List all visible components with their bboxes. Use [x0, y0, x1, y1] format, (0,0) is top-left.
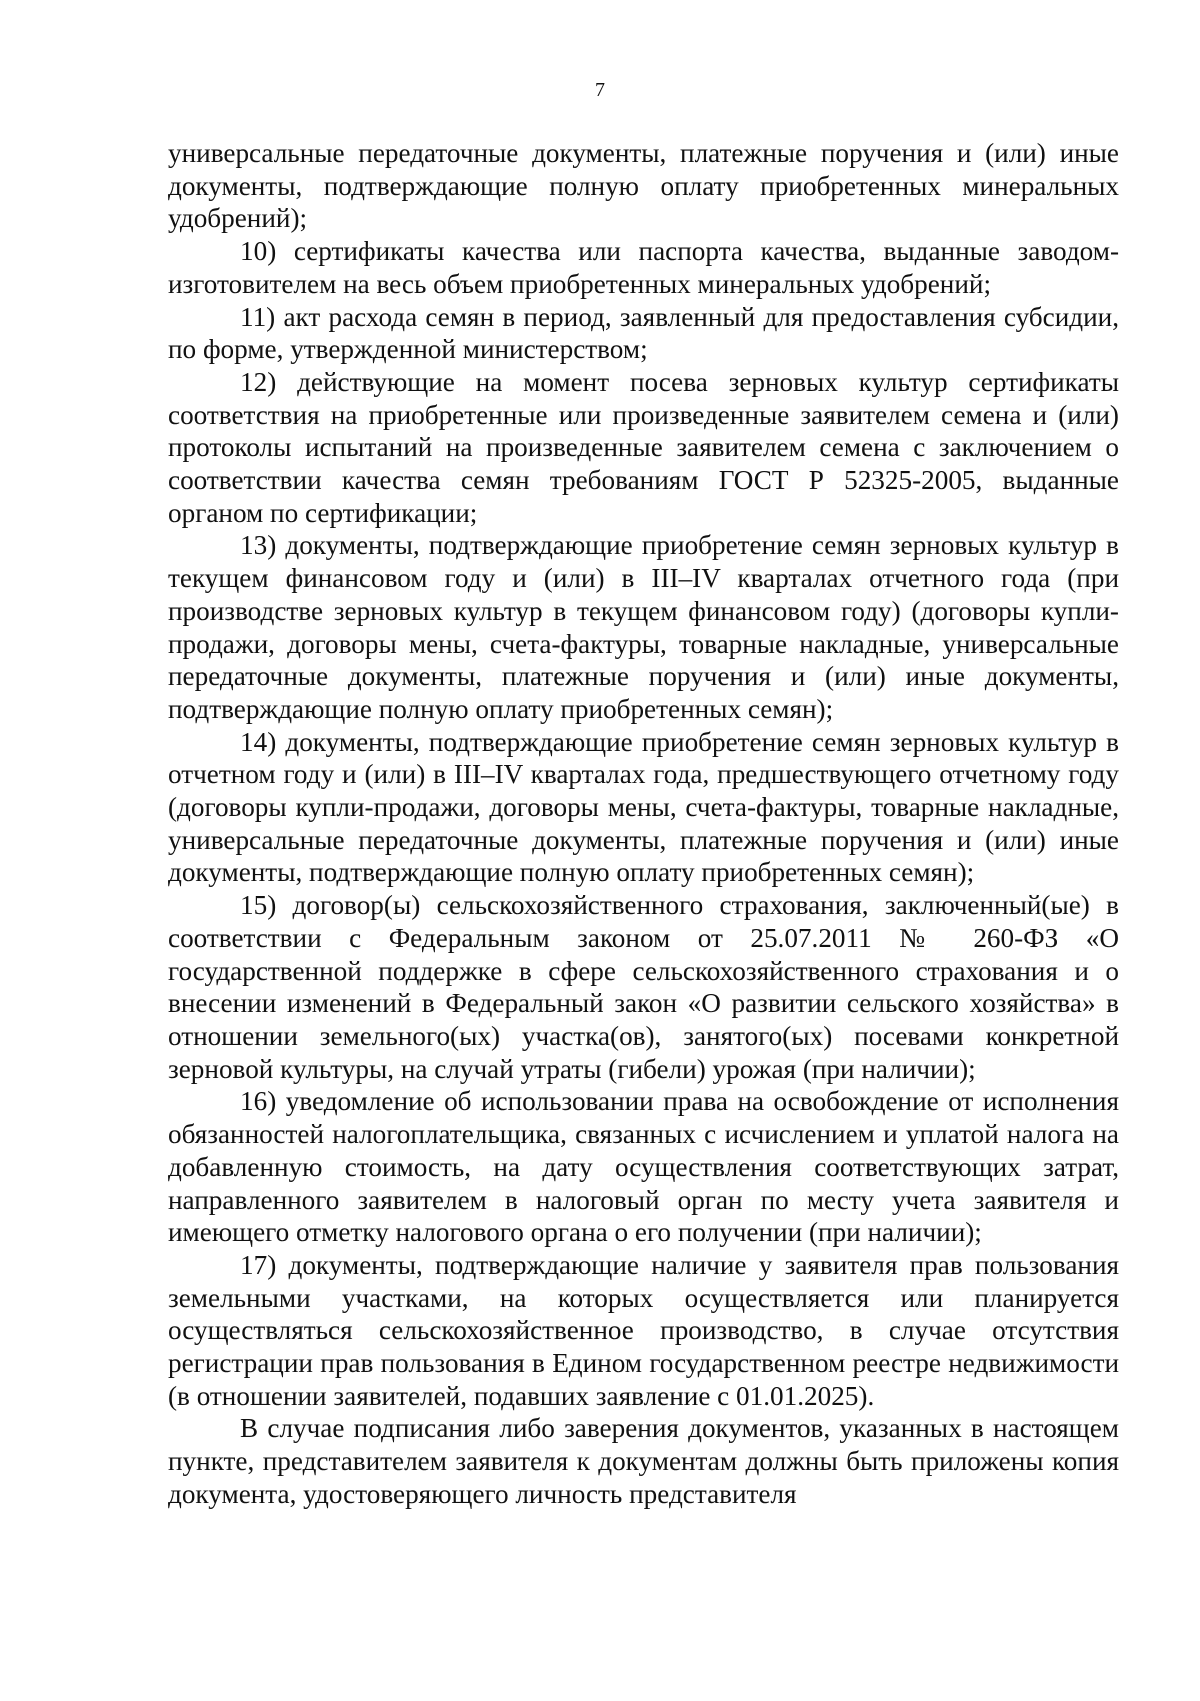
paragraph-continuation: универсальные передаточные документы, платежные поручения и (или) иные документы, подтверждающие полную оплату приобретенных минеральных удобрений);: [168, 138, 1119, 234]
paragraph-item-13: 13) документы, подтверждающие приобретение семян зерновых культур в текущем финансовом году и (или) в III–IV кварталах отчетного года (при производстве зерновых культур в текущем финансовом году) (договоры купли-продажи, договоры мены, счета-фактуры, товарные накладные, универсальные передаточные документы, платежные поручения и (или) иные документы, подтверждающие полную оплату приобретенных семян);: [168, 530, 1119, 724]
paragraph-item-12: 12) действующие на момент посева зерновых культур сертификаты соответствия на приобретенные или произведенные заявителем семена и (или) протоколы испытаний на произведенные заявителем семена с заключением о соответствии качества семян требованиям ГОСТ Р 52325-2005, выданные органом по сертификации;: [168, 366, 1119, 528]
paragraph-representative-note: В случае подписания либо заверения документов, указанных в настоящем пункте, представителем заявителя к документам должны быть приложены копия документа, удостоверяющего личность представителя: [168, 1413, 1119, 1509]
paragraph-item-14: 14) документы, подтверждающие приобретение семян зерновых культур в отчетном году и (или) в III–IV кварталах года, предшествующего отчетному году (договоры купли-продажи, договоры мены, счета-фактуры, товарные накладные, универсальные передаточные документы, платежные поручения и (или) иные документы, подтверждающие полную оплату приобретенных семян);: [168, 726, 1119, 888]
paragraph-item-15: 15) договор(ы) сельскохозяйственного страхования, заключенный(ые) в соответствии с Федеральным законом от 25.07.2011 № 260-ФЗ «О государственной поддержке в сфере сельскохозяйственного страхования и о внесении изменений в Федеральный закон «О развитии сельского хозяйства» в отношении земельного(ых) участка(ов), занятого(ых) посевами конкретной зерновой культуры, на случай утраты (гибели) урожая (при наличии);: [168, 890, 1119, 1084]
page-number: 7: [595, 79, 605, 101]
paragraph-item-11: 11) акт расхода семян в период, заявленный для предоставления субсидии, по форме, утвержденной министерством;: [168, 301, 1119, 365]
paragraph-item-16: 16) уведомление об использовании права на освобождение от исполнения обязанностей налогоплательщика, связанных с исчислением и уплатой налога на добавленную стоимость, на дату осуществления соответствующих затрат, направленного заявителем в налоговый орган по месту учета заявителя и имеющего отметку налогового органа о его получении (при наличии);: [168, 1086, 1119, 1248]
paragraph-item-17: 17) документы, подтверждающие наличие у заявителя прав пользования земельными участками, на которых осуществляется или планируется осуществляться сельскохозяйственное производство, в случае отсутствия регистрации прав пользования в Едином государственном реестре недвижимости (в отношении заявителей, подавших заявление с 01.01.2025).: [168, 1249, 1119, 1411]
paragraph-item-10: 10) сертификаты качества или паспорта качества, выданные заводом-изготовителем на весь объем приобретенных минеральных удобрений;: [168, 236, 1119, 299]
document-body: [168, 137, 1119, 1511]
